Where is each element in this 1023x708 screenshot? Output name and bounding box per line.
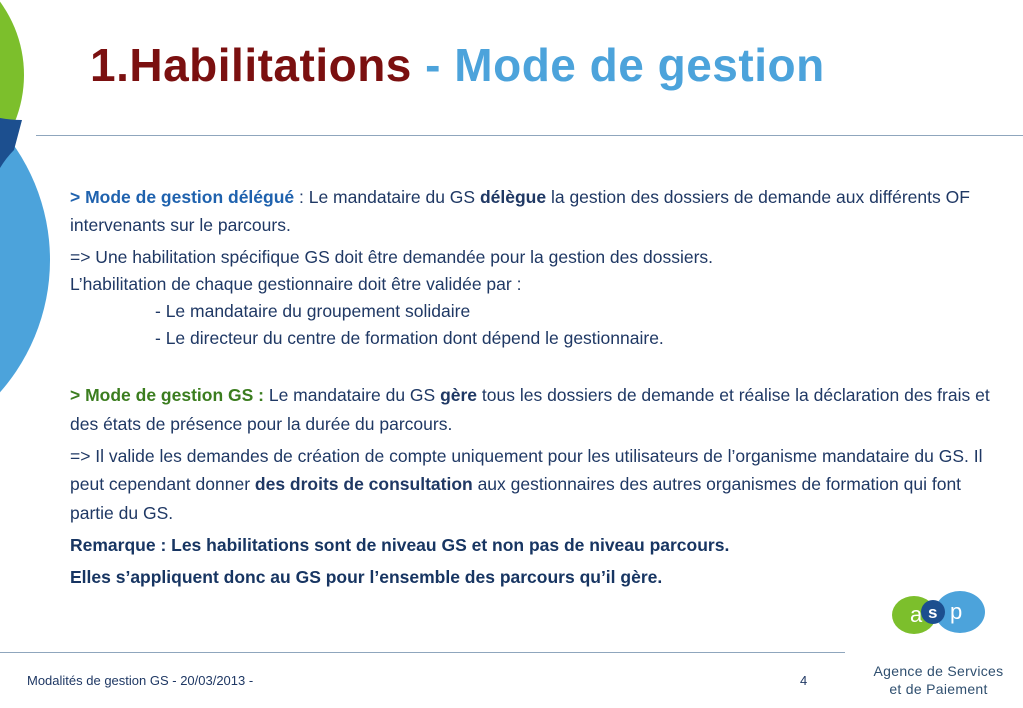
delegue-line2: => Une habilitation spécifique GS doit être demandée pour la gestion des dossiers. — [70, 246, 714, 267]
slide-content — [70, 183, 1000, 592]
gs-para2-bold: des droits de consultation — [254, 474, 473, 495]
gs-paragraph — [70, 381, 1000, 438]
title-separator: - — [411, 39, 455, 91]
agency-line1: Agence de Services — [873, 663, 1004, 679]
delegue-line3: L’habilitation de chaque gestionnaire doit être validée par : — [70, 273, 522, 294]
remark-line2: Elles s’appliquent donc au GS pour l’ensemble des parcours qu’il gère. — [70, 567, 663, 588]
asp-logo — [888, 586, 988, 642]
delegue-bold-word: délègue — [479, 187, 547, 207]
delegue-text: la gestion des dossiers de demande aux différents OF intervenants sur le parcours. — [70, 187, 970, 236]
delegue-paragraph — [70, 183, 1000, 240]
gs-paragraph-2 — [70, 442, 1000, 527]
logo-letter-p: p — [950, 599, 963, 624]
footer-text: Modalités de gestion GS - 20/03/2013 - — [27, 673, 254, 688]
gs-para2-end: aux gestionnaires des autres organismes de formation qui font partie du GS. — [70, 474, 962, 523]
logo-letter-s: s — [928, 603, 938, 622]
delegue-item2: - Le directeur du centre de formation dont dépend le gestionnaire. — [155, 328, 664, 349]
decorative-circles — [0, 0, 60, 400]
delegue-item1: - Le mandataire du groupement solidaire — [155, 300, 471, 321]
delegue-intro: : Le mandataire du GS — [294, 187, 480, 207]
remark-line1: Remarque : Les habilitations sont de niveau GS et non pas de niveau parcours. — [70, 534, 730, 555]
title-part2: Mode de gestion — [454, 39, 825, 91]
title-divider — [36, 135, 1023, 136]
logo-letter-a: a — [910, 602, 923, 627]
title-part1: 1.Habilitations — [90, 39, 412, 91]
agency-line2: et de Paiement — [889, 680, 988, 697]
gs-bold-word: gère — [440, 385, 478, 406]
gs-para2-start: => Il valide les demandes de création de compte uniquement pour les utilisateurs de l’organisme mandataire du GS. Il peut cependant donner — [70, 445, 983, 495]
delegue-heading: > Mode de gestion délégué — [70, 187, 295, 207]
gs-heading: > Mode de gestion GS : — [70, 385, 264, 406]
gs-text: tous les dossiers de demande et réalise la déclaration des frais et des états de présence pour la durée du parcours. — [70, 385, 990, 434]
footer-divider — [0, 652, 845, 653]
slide-title — [90, 38, 825, 92]
page-number: 4 — [800, 673, 808, 688]
agency-name — [866, 663, 1011, 698]
gs-intro: Le mandataire du GS — [263, 385, 441, 406]
